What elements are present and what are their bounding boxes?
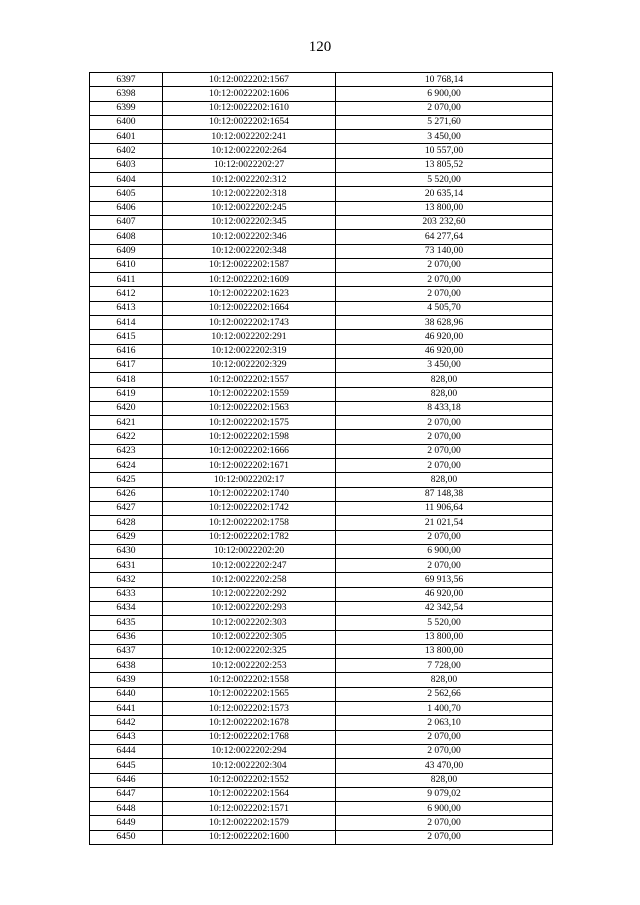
cadastral-number-cell: 10:12:0022202:1666 — [163, 444, 336, 458]
row-number-cell: 6432 — [90, 573, 163, 587]
cadastral-number-cell: 10:12:0022202:325 — [163, 644, 336, 658]
value-cell: 2 070,00 — [336, 416, 553, 430]
row-number-cell: 6402 — [90, 144, 163, 158]
value-cell: 64 277,64 — [336, 230, 553, 244]
table-row — [90, 287, 553, 301]
row-number-cell: 6431 — [90, 559, 163, 573]
cadastral-number-cell: 10:12:0022202:1600 — [163, 830, 336, 844]
table-row — [90, 201, 553, 215]
cadastral-number-cell: 10:12:0022202:1567 — [163, 73, 336, 87]
cadastral-number-cell: 10:12:0022202:1565 — [163, 687, 336, 701]
cadastral-number-cell: 10:12:0022202:241 — [163, 130, 336, 144]
cadastral-number-cell: 10:12:0022202:1587 — [163, 258, 336, 272]
row-number-cell: 6403 — [90, 158, 163, 172]
cadastral-number-cell: 10:12:0022202:345 — [163, 215, 336, 229]
value-cell: 2 562,66 — [336, 687, 553, 701]
value-cell: 7 728,00 — [336, 659, 553, 673]
row-number-cell: 6413 — [90, 301, 163, 315]
value-cell: 5 271,60 — [336, 115, 553, 129]
cadastral-number-cell: 10:12:0022202:1623 — [163, 287, 336, 301]
cadastral-number-cell: 10:12:0022202:258 — [163, 573, 336, 587]
row-number-cell: 6412 — [90, 287, 163, 301]
cadastral-number-cell: 10:12:0022202:319 — [163, 344, 336, 358]
table-row — [90, 759, 553, 773]
row-number-cell: 6418 — [90, 373, 163, 387]
value-cell: 13 800,00 — [336, 201, 553, 215]
table-row — [90, 673, 553, 687]
value-cell: 2 070,00 — [336, 559, 553, 573]
cadastral-number-cell: 10:12:0022202:1606 — [163, 87, 336, 101]
table-row — [90, 687, 553, 701]
cadastral-number-cell: 10:12:0022202:247 — [163, 559, 336, 573]
value-cell: 13 800,00 — [336, 644, 553, 658]
cadastral-number-cell: 10:12:0022202:1563 — [163, 401, 336, 415]
cadastral-number-cell: 10:12:0022202:1740 — [163, 487, 336, 501]
table-row — [90, 215, 553, 229]
table-row — [90, 530, 553, 544]
row-number-cell: 6399 — [90, 101, 163, 115]
row-number-cell: 6440 — [90, 687, 163, 701]
records-table — [89, 72, 553, 845]
table-row — [90, 744, 553, 758]
table-row — [90, 544, 553, 558]
table-row — [90, 344, 553, 358]
cadastral-number-cell: 10:12:0022202:293 — [163, 601, 336, 615]
value-cell: 2 070,00 — [336, 258, 553, 272]
row-number-cell: 6406 — [90, 201, 163, 215]
row-number-cell: 6434 — [90, 601, 163, 615]
value-cell: 46 920,00 — [336, 587, 553, 601]
row-number-cell: 6397 — [90, 73, 163, 87]
table-row — [90, 587, 553, 601]
row-number-cell: 6400 — [90, 115, 163, 129]
table-row — [90, 301, 553, 315]
table-row — [90, 573, 553, 587]
cadastral-number-cell: 10:12:0022202:305 — [163, 630, 336, 644]
value-cell: 2 070,00 — [336, 530, 553, 544]
value-cell: 2 070,00 — [336, 816, 553, 830]
value-cell: 46 920,00 — [336, 330, 553, 344]
table-row — [90, 130, 553, 144]
value-cell: 2 063,10 — [336, 716, 553, 730]
records-table-body — [90, 73, 553, 845]
table-row — [90, 716, 553, 730]
row-number-cell: 6414 — [90, 316, 163, 330]
cadastral-number-cell: 10:12:0022202:292 — [163, 587, 336, 601]
row-number-cell: 6425 — [90, 473, 163, 487]
value-cell: 3 450,00 — [336, 130, 553, 144]
cadastral-number-cell: 10:12:0022202:1758 — [163, 516, 336, 530]
row-number-cell: 6446 — [90, 773, 163, 787]
row-number-cell: 6448 — [90, 802, 163, 816]
table-row — [90, 358, 553, 372]
value-cell: 2 070,00 — [336, 730, 553, 744]
value-cell: 2 070,00 — [336, 430, 553, 444]
value-cell: 13 800,00 — [336, 630, 553, 644]
cadastral-number-cell: 10:12:0022202:1552 — [163, 773, 336, 787]
value-cell: 2 070,00 — [336, 444, 553, 458]
cadastral-number-cell: 10:12:0022202:1768 — [163, 730, 336, 744]
value-cell: 2 070,00 — [336, 101, 553, 115]
value-cell: 3 450,00 — [336, 358, 553, 372]
cadastral-number-cell: 10:12:0022202:1671 — [163, 459, 336, 473]
cadastral-number-cell: 10:12:0022202:329 — [163, 358, 336, 372]
value-cell: 2 070,00 — [336, 744, 553, 758]
value-cell: 20 635,14 — [336, 187, 553, 201]
value-cell: 1 400,70 — [336, 702, 553, 716]
cadastral-number-cell: 10:12:0022202:27 — [163, 158, 336, 172]
cadastral-number-cell: 10:12:0022202:1742 — [163, 501, 336, 515]
value-cell: 87 148,38 — [336, 487, 553, 501]
value-cell: 21 021,54 — [336, 516, 553, 530]
cadastral-number-cell: 10:12:0022202:1558 — [163, 673, 336, 687]
value-cell: 2 070,00 — [336, 287, 553, 301]
table-row — [90, 101, 553, 115]
row-number-cell: 6449 — [90, 816, 163, 830]
value-cell: 828,00 — [336, 773, 553, 787]
row-number-cell: 6450 — [90, 830, 163, 844]
row-number-cell: 6416 — [90, 344, 163, 358]
value-cell: 828,00 — [336, 387, 553, 401]
row-number-cell: 6441 — [90, 702, 163, 716]
table-row — [90, 630, 553, 644]
table-row — [90, 559, 553, 573]
table-row — [90, 601, 553, 615]
value-cell: 828,00 — [336, 673, 553, 687]
table-row — [90, 830, 553, 844]
row-number-cell: 6428 — [90, 516, 163, 530]
row-number-cell: 6419 — [90, 387, 163, 401]
table-row — [90, 330, 553, 344]
row-number-cell: 6443 — [90, 730, 163, 744]
table-row — [90, 487, 553, 501]
row-number-cell: 6423 — [90, 444, 163, 458]
row-number-cell: 6398 — [90, 87, 163, 101]
table-row — [90, 387, 553, 401]
cadastral-number-cell: 10:12:0022202:1743 — [163, 316, 336, 330]
value-cell: 11 906,64 — [336, 501, 553, 515]
value-cell: 13 805,52 — [336, 158, 553, 172]
table-row — [90, 501, 553, 515]
row-number-cell: 6438 — [90, 659, 163, 673]
row-number-cell: 6427 — [90, 501, 163, 515]
cadastral-number-cell: 10:12:0022202:1678 — [163, 716, 336, 730]
row-number-cell: 6415 — [90, 330, 163, 344]
row-number-cell: 6407 — [90, 215, 163, 229]
table-row — [90, 373, 553, 387]
cadastral-number-cell: 10:12:0022202:303 — [163, 616, 336, 630]
value-cell: 10 768,14 — [336, 73, 553, 87]
table-row — [90, 230, 553, 244]
cadastral-number-cell: 10:12:0022202:20 — [163, 544, 336, 558]
cadastral-number-cell: 10:12:0022202:245 — [163, 201, 336, 215]
value-cell: 8 433,18 — [336, 401, 553, 415]
row-number-cell: 6426 — [90, 487, 163, 501]
value-cell: 10 557,00 — [336, 144, 553, 158]
table-row — [90, 616, 553, 630]
row-number-cell: 6422 — [90, 430, 163, 444]
cadastral-number-cell: 10:12:0022202:304 — [163, 759, 336, 773]
table-row — [90, 244, 553, 258]
table-row — [90, 659, 553, 673]
cadastral-number-cell: 10:12:0022202:264 — [163, 144, 336, 158]
row-number-cell: 6429 — [90, 530, 163, 544]
row-number-cell: 6411 — [90, 273, 163, 287]
table-row — [90, 730, 553, 744]
value-cell: 828,00 — [336, 473, 553, 487]
cadastral-number-cell: 10:12:0022202:294 — [163, 744, 336, 758]
row-number-cell: 6420 — [90, 401, 163, 415]
table-row — [90, 802, 553, 816]
table-row — [90, 273, 553, 287]
value-cell: 5 520,00 — [336, 616, 553, 630]
table-row — [90, 87, 553, 101]
table-row — [90, 644, 553, 658]
row-number-cell: 6404 — [90, 173, 163, 187]
row-number-cell: 6424 — [90, 459, 163, 473]
row-number-cell: 6405 — [90, 187, 163, 201]
table-row — [90, 187, 553, 201]
row-number-cell: 6430 — [90, 544, 163, 558]
value-cell: 203 232,60 — [336, 215, 553, 229]
cadastral-number-cell: 10:12:0022202:253 — [163, 659, 336, 673]
row-number-cell: 6401 — [90, 130, 163, 144]
row-number-cell: 6436 — [90, 630, 163, 644]
value-cell: 9 079,02 — [336, 787, 553, 801]
table-row — [90, 144, 553, 158]
value-cell: 2 070,00 — [336, 273, 553, 287]
cadastral-number-cell: 10:12:0022202:1664 — [163, 301, 336, 315]
value-cell: 43 470,00 — [336, 759, 553, 773]
page-number: 120 — [308, 39, 332, 55]
table-row — [90, 473, 553, 487]
cadastral-number-cell: 10:12:0022202:348 — [163, 244, 336, 258]
row-number-cell: 6445 — [90, 759, 163, 773]
row-number-cell: 6410 — [90, 258, 163, 272]
cadastral-number-cell: 10:12:0022202:1575 — [163, 416, 336, 430]
cadastral-number-cell: 10:12:0022202:1573 — [163, 702, 336, 716]
row-number-cell: 6409 — [90, 244, 163, 258]
value-cell: 2 070,00 — [336, 830, 553, 844]
cadastral-number-cell: 10:12:0022202:1579 — [163, 816, 336, 830]
table-row — [90, 702, 553, 716]
row-number-cell: 6435 — [90, 616, 163, 630]
cadastral-number-cell: 10:12:0022202:1782 — [163, 530, 336, 544]
table-row — [90, 816, 553, 830]
row-number-cell: 6421 — [90, 416, 163, 430]
value-cell: 828,00 — [336, 373, 553, 387]
table-row — [90, 773, 553, 787]
row-number-cell: 6439 — [90, 673, 163, 687]
value-cell: 73 140,00 — [336, 244, 553, 258]
table-row — [90, 316, 553, 330]
value-cell: 6 900,00 — [336, 544, 553, 558]
row-number-cell: 6408 — [90, 230, 163, 244]
value-cell: 38 628,96 — [336, 316, 553, 330]
value-cell: 2 070,00 — [336, 459, 553, 473]
value-cell: 6 900,00 — [336, 87, 553, 101]
cadastral-number-cell: 10:12:0022202:1559 — [163, 387, 336, 401]
table-row — [90, 416, 553, 430]
table-row — [90, 73, 553, 87]
cadastral-number-cell: 10:12:0022202:1571 — [163, 802, 336, 816]
value-cell: 4 505,70 — [336, 301, 553, 315]
cadastral-number-cell: 10:12:0022202:318 — [163, 187, 336, 201]
cadastral-number-cell: 10:12:0022202:17 — [163, 473, 336, 487]
row-number-cell: 6437 — [90, 644, 163, 658]
value-cell: 69 913,56 — [336, 573, 553, 587]
table-row — [90, 516, 553, 530]
table-row — [90, 444, 553, 458]
row-number-cell: 6444 — [90, 744, 163, 758]
cadastral-number-cell: 10:12:0022202:1609 — [163, 273, 336, 287]
cadastral-number-cell: 10:12:0022202:1654 — [163, 115, 336, 129]
cadastral-number-cell: 10:12:0022202:1610 — [163, 101, 336, 115]
table-row — [90, 158, 553, 172]
cadastral-number-cell: 10:12:0022202:291 — [163, 330, 336, 344]
cadastral-number-cell: 10:12:0022202:312 — [163, 173, 336, 187]
cadastral-number-cell: 10:12:0022202:346 — [163, 230, 336, 244]
row-number-cell: 6447 — [90, 787, 163, 801]
value-cell: 6 900,00 — [336, 802, 553, 816]
value-cell: 42 342,54 — [336, 601, 553, 615]
cadastral-number-cell: 10:12:0022202:1557 — [163, 373, 336, 387]
value-cell: 46 920,00 — [336, 344, 553, 358]
cadastral-number-cell: 10:12:0022202:1598 — [163, 430, 336, 444]
cadastral-number-cell: 10:12:0022202:1564 — [163, 787, 336, 801]
table-row — [90, 787, 553, 801]
table-row — [90, 258, 553, 272]
row-number-cell: 6442 — [90, 716, 163, 730]
table-row — [90, 173, 553, 187]
table-row — [90, 115, 553, 129]
row-number-cell: 6417 — [90, 358, 163, 372]
table-row — [90, 459, 553, 473]
table-row — [90, 430, 553, 444]
table-row — [90, 401, 553, 415]
row-number-cell: 6433 — [90, 587, 163, 601]
value-cell: 5 520,00 — [336, 173, 553, 187]
